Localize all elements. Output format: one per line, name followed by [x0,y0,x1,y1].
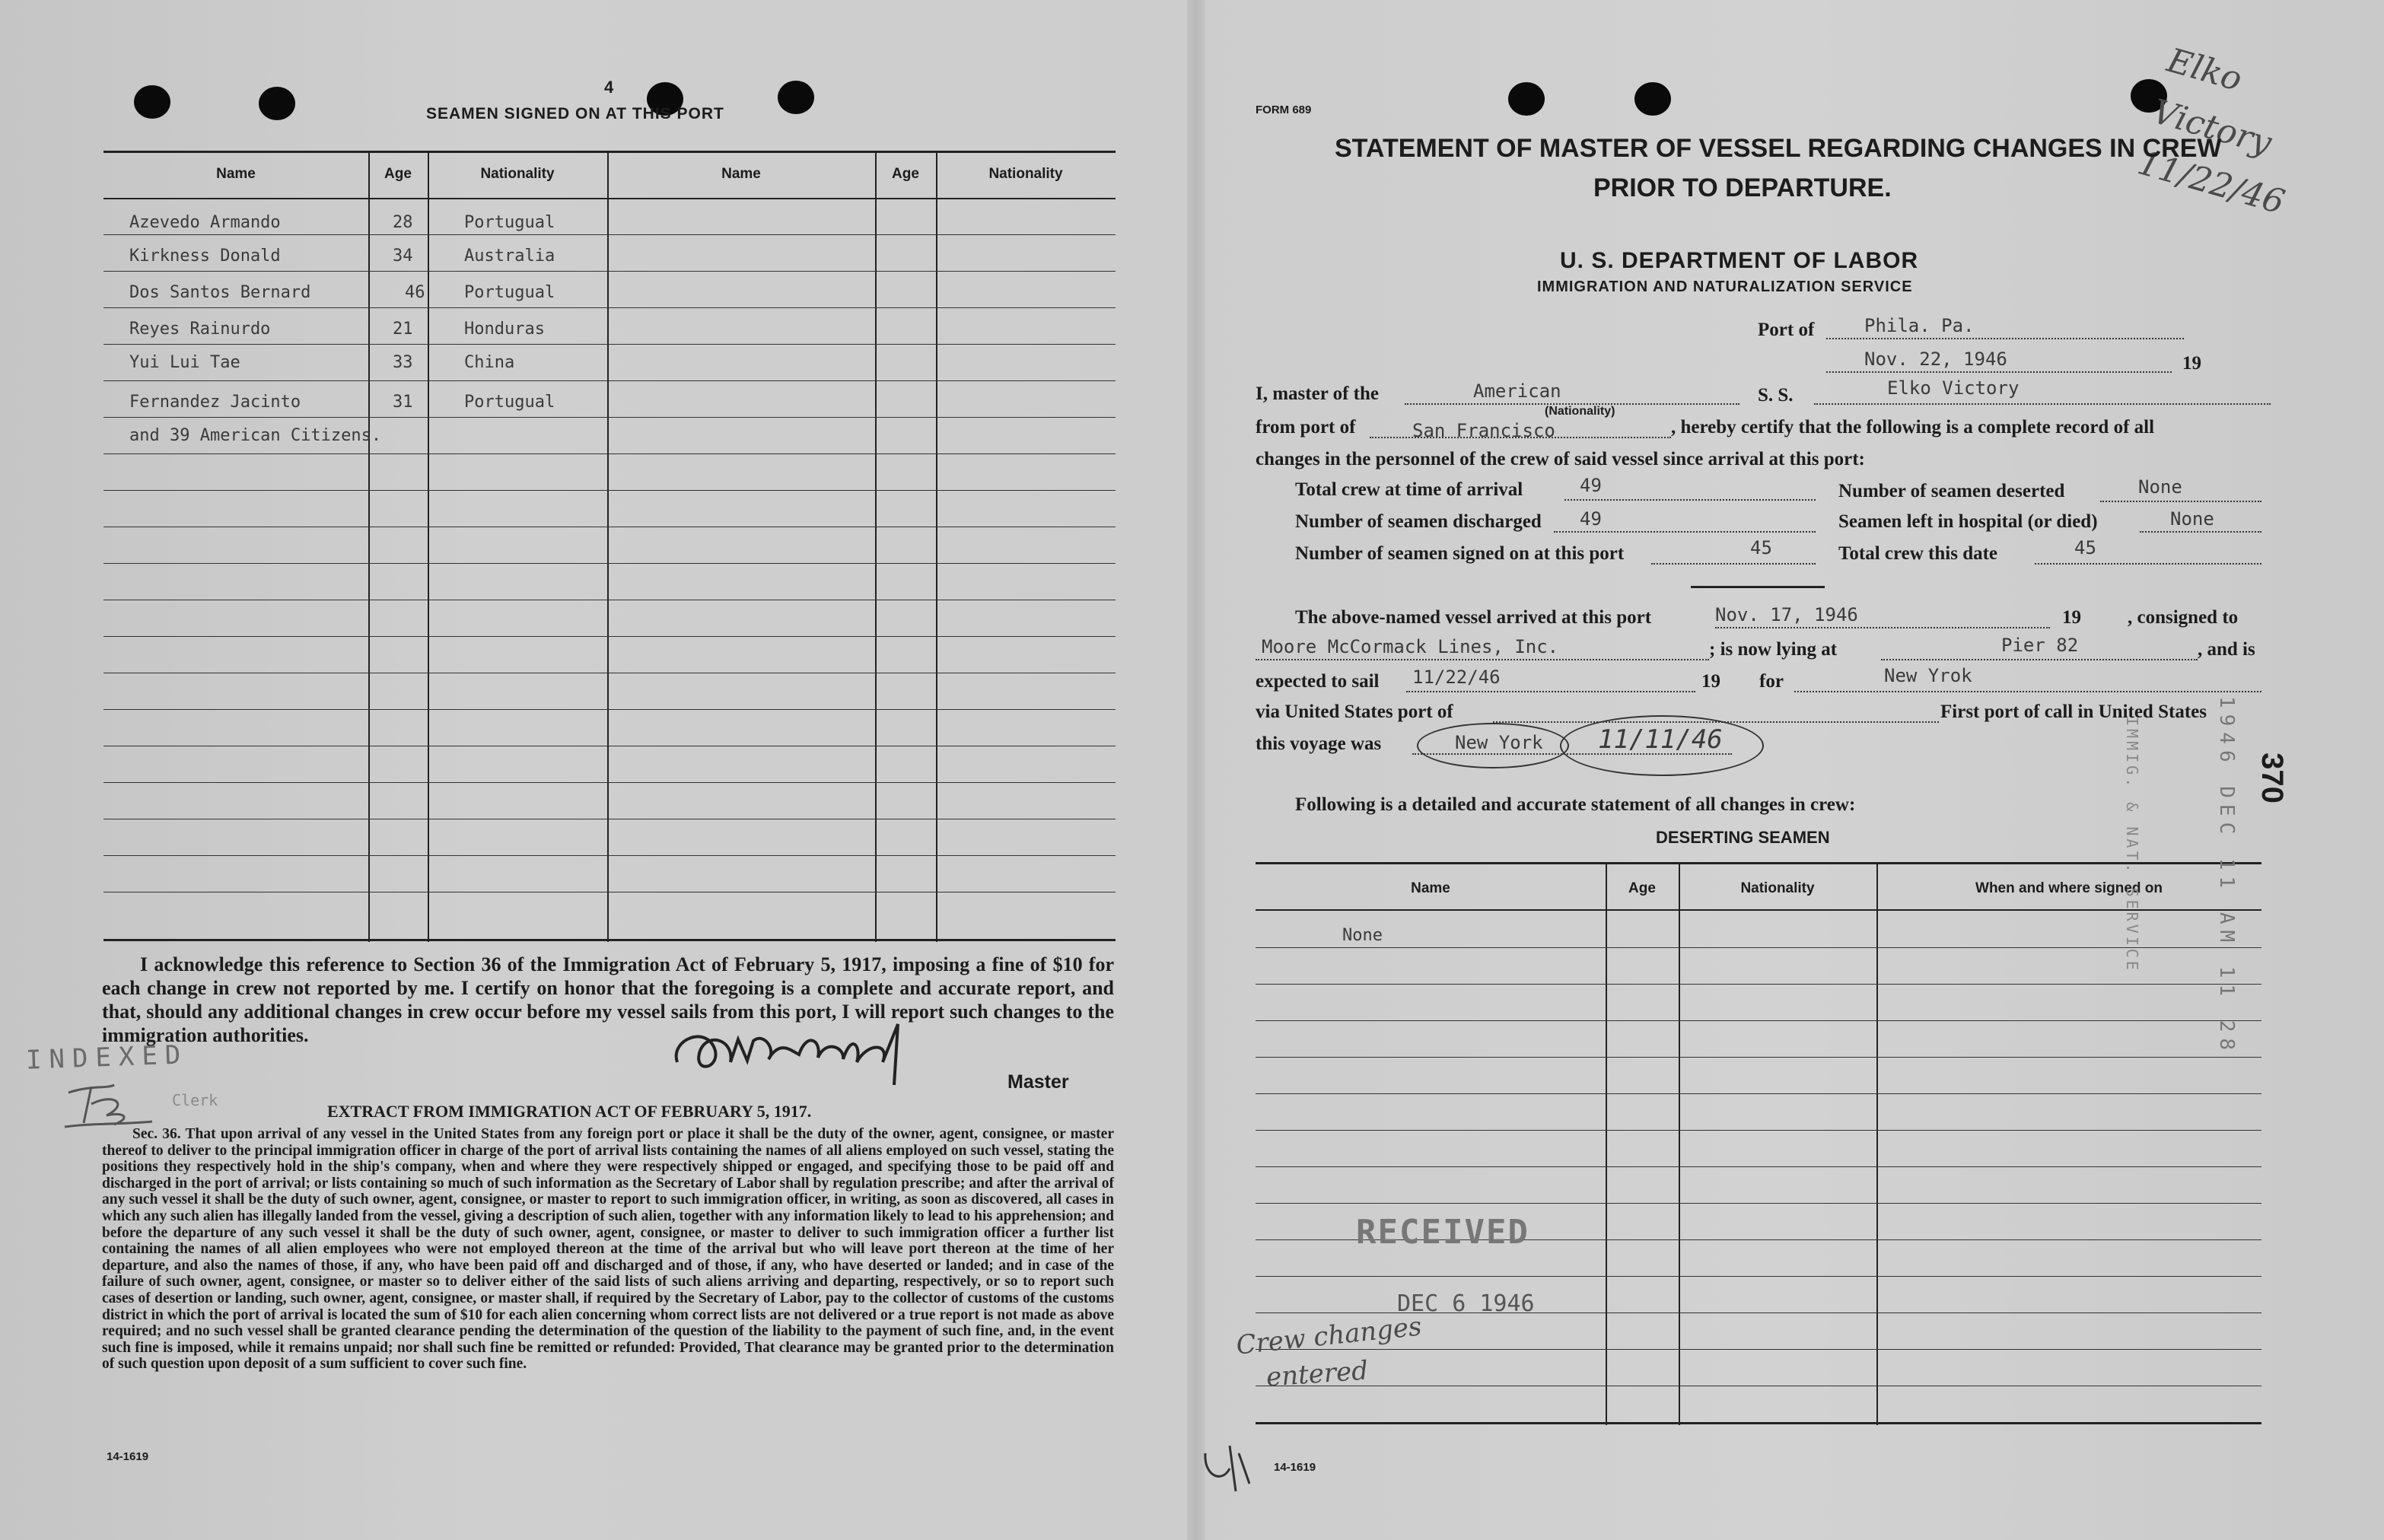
signed-on: 45 [1750,537,1772,558]
ss-label: S. S. [1758,385,1794,406]
row-name: and 39 American Citizens. [129,426,382,445]
left-form-code: 14-1619 [107,1450,149,1463]
page-stamp: 370 [2255,752,2289,803]
col-header-age: Age [1628,880,1656,896]
extract-title: EXTRACT FROM IMMIGRATION ACT OF FEBRUARY 5, 1917. [327,1102,812,1121]
main-title-line2: PRIOR TO DEPARTURE. [1593,173,1892,202]
form-number: FORM 689 [1256,103,1312,116]
deserting-title: DESERTING SEAMEN [1656,828,1830,847]
row-age: 21 [393,320,413,339]
nationality-caption: (Nationality) [1545,405,1615,418]
arrived-year-prefix: 19 [2062,607,2081,628]
service: IMMIGRATION AND NATURALIZATION SERVICE [1537,278,1913,295]
crew-note-line1: Crew changes [1234,1311,1424,1361]
port-label: Port of [1758,320,1815,340]
nationality-value: American [1473,380,1561,402]
row-name: Dos Santos Bernard [129,283,311,302]
signed-on-label: Number of seamen signed on at this port [1295,543,1625,564]
hospital: None [2170,508,2214,530]
master-label: Master [1007,1071,1069,1093]
col-header-signed-on: When and where signed on [1975,880,2163,896]
crew-note-line2: entered [1265,1355,1370,1393]
punch-hole [1508,82,1545,116]
indexed-stamp: INDEXED [25,1039,189,1076]
voyage-label: this voyage was [1256,733,1382,754]
row-age: 46 [405,283,425,302]
clerk-label: Clerk [172,1091,218,1109]
following-text: Following is a detailed and accurate statement of all changes in crew: [1295,794,1856,815]
deserted: None [2138,476,2182,498]
deserting-row-name: None [1342,926,1383,945]
arrived-value: Nov. 17, 1946 [1715,604,1858,625]
consignee: Moore McCormack Lines, Inc. [1262,636,1559,657]
main-title-line1: STATEMENT OF MASTER OF VESSEL REGARDING CHANGES IN CREW [1335,134,2222,163]
consigned-label: , consigned to [2128,607,2239,628]
date-value: Nov. 22, 1946 [1864,348,2007,370]
center-fold [1187,0,1205,1540]
side-service-stamp: IMMIG. & NAT. SERVICE [2123,717,2141,973]
col-header-nationality: Nationality [1740,880,1815,896]
row-nationality: Honduras [464,320,545,339]
row-name: Kirkness Donald [129,247,281,266]
total-this-date: 45 [2074,537,2096,558]
row-nationality: China [464,353,515,372]
total-this-date-label: Total crew this date [1838,543,1998,564]
bottom-check-mark [1199,1438,1260,1499]
from-port-value: San Francisco [1412,420,1555,441]
row-name: Reyes Rainurdo [129,320,271,339]
extract-text: Sec. 36. That upon arrival of any vessel in the United States from any foreign port or place it shall be the duty of the owner, agent, consignee, or master thereof to deliver to the principal immigration officer in charge of the port of arrival lists containing the names of all aliens employed on such vessel, stating the positions they respectively hold in the ship's company, when and where they were respectively shipped or engaged, and specifying those to be paid off and discharged in the port of arrival; or lists containing so much of such information as the Secretary of Labor shall by regulation prescribe; and after the arrival of any such vessel it shall be the duty of such owner, agent, consignee, or master to report to such immigration officer, in writing, as soon as discovered, all cases in which any such alien has illegally landed from the vessel, giving a description of such alien, together with any information likely to lead to his apprehension; and before the departure of any such vessel it shall be the duty of such owner, agent, consignee, or master to deliver to such immigration officer a further list containing the names of all alien employees who were not employed thereon at the time of the arrival but who will leave port thereon at the time of her departure, and also the names of those, if any, who have been paid off and discharged and of those, if any, who have deserted or landed; and in case of the failure of such owner, agent, consignee, or master so to deliver either of the said lists of such aliens arriving and departing, respectively, or so to report such cases of desertion or landing, such owner, agent, consignee, or master shall, if required by the Secretary of Labor, pay to the collector of customs of the customs district in which the port of arrival is located the sum of $10 for each alien concerning whom correct lists are not delivered or a true report is not made as above required; and no such vessel shall be granted clearance pending the determination of the question of the liability to the payment of such fine, and, in the event such fine is imposed, while it remains unpaid; nor shall such fine be remitted or refunded: Provided, That clearance may be granted prior to the determination of such question upon deposit of a sum sufficient to cover such fine. [102,1126,1114,1373]
discharged: 49 [1580,508,1602,530]
year-prefix: 19 [2182,353,2201,374]
discharged-label: Number of seamen discharged [1295,511,1542,532]
from-port-label: from port of [1256,417,1356,438]
row-nationality: Portugual [464,393,555,412]
row-age: 31 [393,393,413,412]
pier: Pier 82 [2001,635,2079,656]
first-port-label: First port of call in United States [1940,702,2207,722]
voyage-date: 11/11/46 [1598,724,1723,755]
col-header-age-2: Age [892,166,919,182]
destination: New Yrok [1884,665,1972,686]
changes-text: changes in the personnel of the crew of said vessel since arrival at this port: [1256,449,1865,469]
corner-note: Elko Victory 11/22/46 [2133,40,2289,222]
seamen-signed-table [103,151,1116,942]
row-age: 34 [393,247,413,266]
row-age: 28 [393,213,413,232]
certify-text: , hereby certify that the following is a complete record of all [1671,417,2155,438]
col-header-age: Age [384,166,412,182]
clerk-initials [61,1070,167,1131]
expected-value: 11/22/46 [1412,667,1501,688]
row-age: 33 [393,353,413,372]
master-of-label: I, master of the [1256,383,1379,404]
total-crew-arrival-label: Total crew at time of arrival [1295,479,1523,500]
punch-hole [259,87,295,120]
for-label: for [1759,671,1784,692]
ship-name: Elko Victory [1887,377,2020,399]
punch-hole [778,81,814,114]
side-date-stamp: 1946 DEC 11 AM 11 28 [2215,696,2238,1057]
lying-label: ; is now lying at [1709,639,1838,660]
port-value: Phila. Pa. [1864,315,1975,336]
col-header-nationality-2: Nationality [988,166,1063,182]
acknowledgement-text: I acknowledge this reference to Section 36 of the Immigration Act of February 5, 1917, imposing a fine of $10 for each change in crew not reported by me. I certify on honor that the foregoing is a complete and accurate report, and that, should any additional changes in crew occur before my vessel sails from this port, I will report such changes to the immigration authorities. [102,953,1114,1046]
deserted-label: Number of seamen deserted [1838,481,2065,501]
punch-hole [1634,82,1671,116]
department: U. S. DEPARTMENT OF LABOR [1560,248,1919,273]
col-header-nationality: Nationality [480,166,555,182]
col-header-name-2: Name [721,166,761,182]
expected-label: expected to sail [1256,671,1380,692]
and-is: , and is [2198,639,2255,660]
total-crew-arrival: 49 [1580,475,1602,496]
via-label: via United States port of [1256,702,1453,722]
master-signature [662,1009,959,1093]
row-nationality: Australia [464,247,555,266]
col-header-name: Name [216,166,256,182]
col-header-name: Name [1411,880,1450,896]
expected-year-prefix: 19 [1701,671,1720,692]
row-nationality: Portugual [464,283,555,302]
right-form-code: 14-1619 [1274,1461,1316,1474]
voyage-port: New York [1455,732,1543,753]
row-nationality: Portugual [464,213,555,232]
row-name: Azevedo Armando [129,213,281,232]
arrived-label: The above-named vessel arrived at this port [1295,607,1652,628]
punch-hole [134,85,170,119]
row-name: Fernandez Jacinto [129,393,301,412]
hospital-label: Seamen left in hospital (or died) [1838,511,2098,532]
row-name: Yui Lui Tae [129,353,240,372]
left-title: SEAMEN SIGNED ON AT THIS PORT [426,105,724,123]
received-stamp: RECEIVED [1356,1213,1529,1252]
page-number: 4 [604,78,614,97]
received-date: DEC 6 1946 [1397,1290,1535,1317]
